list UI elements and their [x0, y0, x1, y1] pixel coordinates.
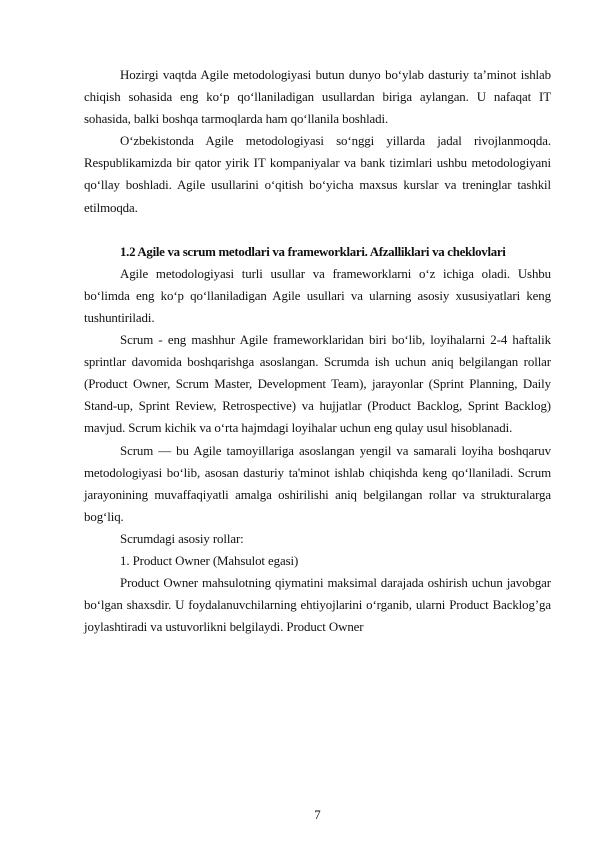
- paragraph-agile-methods: Agile metodologiyasi turli usullar va frameworklarni o‘z ichiga oladi. Ushbu bo‘limda eng ko‘p qo‘llaniladigan Agile usullari va ularning asosiy xususiyatlari keng tushuntiriladi.: [84, 266, 551, 325]
- page-number: 7: [314, 808, 321, 822]
- paragraph-product-owner-title: 1. Product Owner (Mahsulot egasi): [120, 553, 299, 568]
- paragraph-scrum-definition: Scrum — bu Agile tamoyillariga asoslangan yengil va samarali loyiha boshqaruv metodologiyasi bo‘lib, asosan dasturiy ta'minot ishlab chiqishda keng qo‘llaniladi. Scrum jarayonining muvaffaqiyatli amalga oshirilishi aniq belgilangan rollar va strukturalarga bog‘liq.: [84, 443, 551, 524]
- paragraph-scrum-overview: Scrum - eng mashhur Agile frameworklaridan biri bo‘lib, loyihalarni 2-4 haftalik sprintlar davomida boshqarishga asoslangan. Scrumda ish uchun aniq belgilangan rollar (Product Owner, Scrum Master, Development Team), jarayonlar (Sprint Planning, Daily Stand-up, Sprint Review, Retrospective) va hujjatlar (Product Backlog, Sprint Backlog) mavjud. Scrum kichik va o‘rta hajmdagi loyihalar uchun eng qulay usul hisoblanadi.: [84, 333, 551, 436]
- section-heading: 1.2 Agile va scrum metodlari va frameworklari. Afzalliklari va cheklovlari: [120, 244, 506, 259]
- page-footer: [0, 808, 595, 823]
- paragraph-agile-uzbekistan: O‘zbekistonda Agile metodologiyasi so‘nggi yillarda jadal rivojlanmoqda. Respublikamizda bir qator yirik IT kompaniyalar va bank tizimlari ushbu metodologiyani qo‘llay boshladi. Agile usullarini o‘qitish bo‘yicha maxsus kurslar va treninglar tashkil etilmoqda.: [84, 134, 551, 215]
- paragraph-scrum-roles-intro: Scrumdagi asosiy rollar:: [120, 531, 244, 546]
- page-body: [84, 64, 551, 638]
- paragraph-product-owner-body: Product Owner mahsulotning qiymatini maksimal darajada oshirish uchun javobgar bo‘lgan shaxsdir. U foydalanuvchilarning ehtiyojlarini o‘rganib, ularni Product Backlog’ga joylashtiradi va ustuvorlikni belgilaydi. Product Owner: [84, 576, 551, 635]
- paragraph-agile-worldwide: Hozirgi vaqtda Agile metodologiyasi butun dunyo bo‘ylab dasturiy ta’minot ishlab chiqish sohasida eng ko‘p qo‘llaniladigan usullardan biriga aylangan. U nafaqat IT sohasida, balki boshqa tarmoqlarda ham qo‘llanila boshladi.: [84, 68, 551, 127]
